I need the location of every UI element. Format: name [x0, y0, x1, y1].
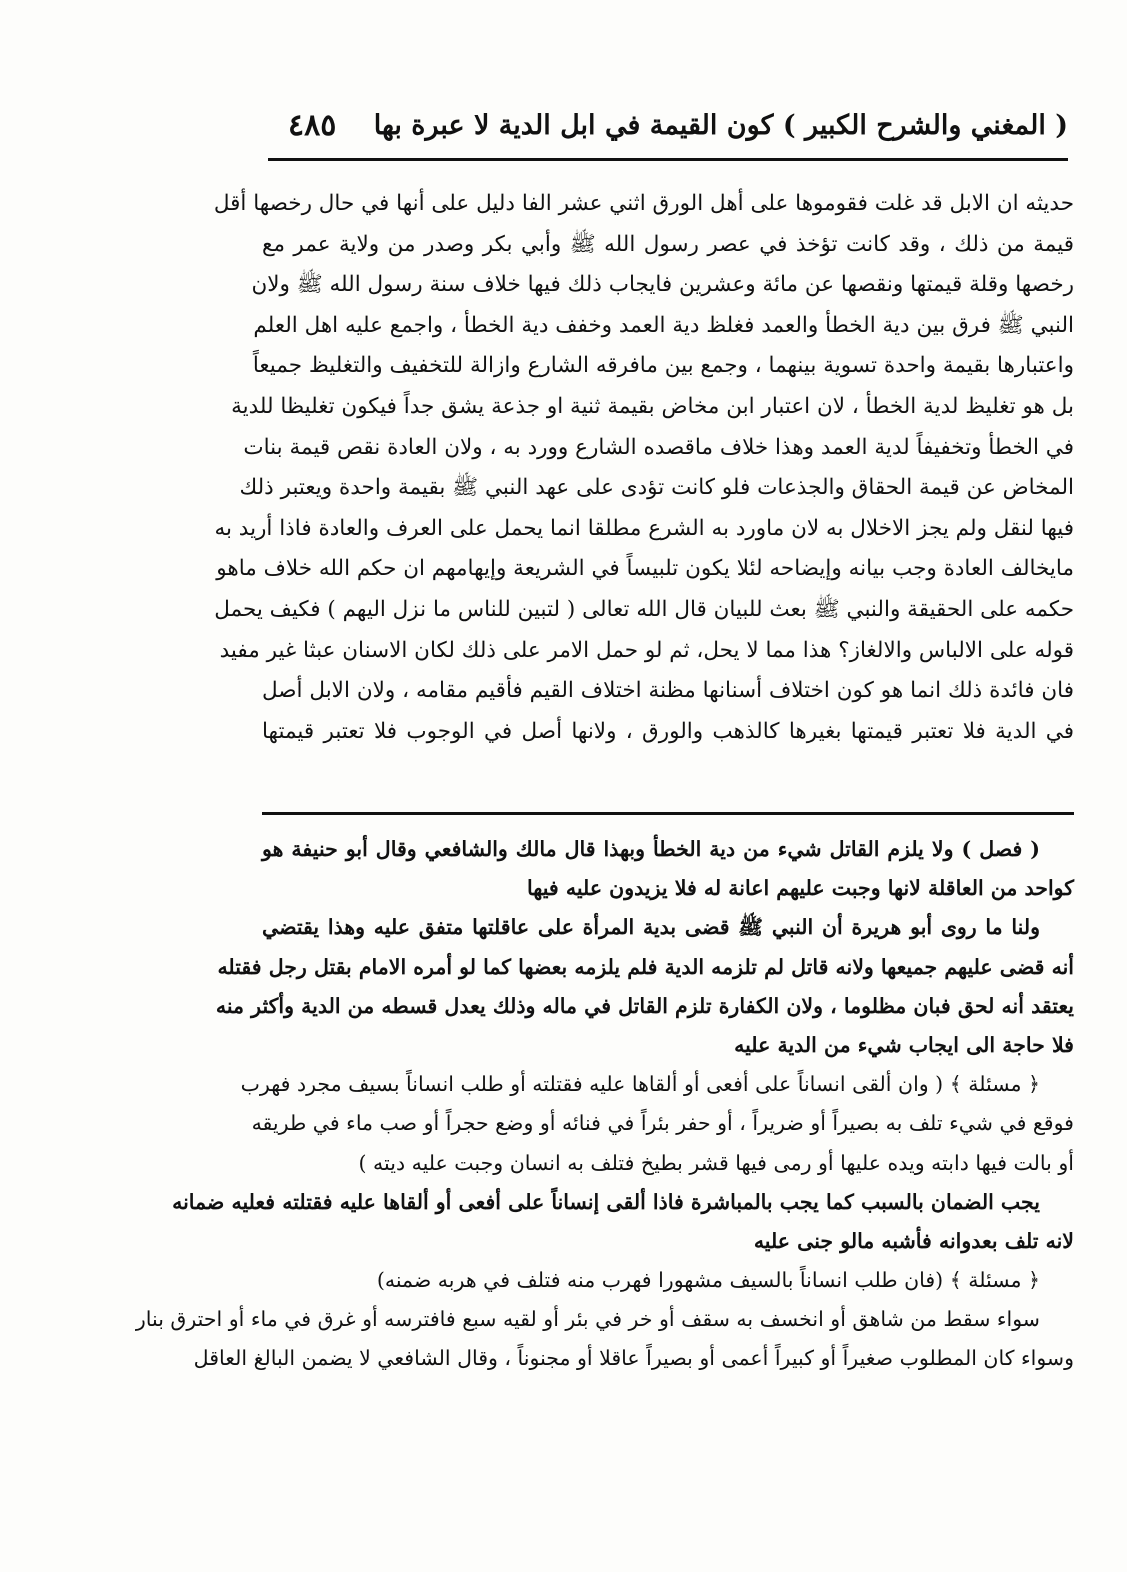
page-header — [268, 108, 1068, 152]
commentary-block — [135, 830, 1074, 1379]
commentary-line: ﴿ مسئلة ﴾ (فان طلب انساناً بالسيف مشهورا فهرب منه فتلف في هربه ضمنه) — [376, 1268, 1040, 1293]
commentary-line: أنه قضى عليهم جميعها ولانه قاتل لم تلزمه الدية فلم يلزمه بعضها كما لو أمره الامام بقتل رجل فقتله — [217, 954, 1074, 979]
section-divider — [262, 812, 1074, 815]
main-text-line: بل هو تغليظ لدية الخطأ ، لان اعتبار ابن مخاض بقيمة ثنية او جذعة يشق جداً فيكون تغليظا للدية — [231, 393, 1074, 419]
commentary-line: لانه تلف بعدوانه فأشبه مالو جنى عليه — [753, 1228, 1074, 1253]
main-text-line: فيها لنقل ولم يجز الاخلال به لان ماورد به الشرع مطلقا انما يحمل على العرف والعادة فاذا أريد به — [214, 515, 1074, 541]
commentary-line: ( فصل ) ولا يلزم القاتل شيء من دية الخطأ وبهذا قال مالك والشافعي وقال أبو حنيفة هو — [262, 837, 1040, 861]
main-text-line: في الخطأ وتخفيفاً لدية العمد وهذا خلاف ماقصده الشارع وورد به ، ولان العادة نقص قيمة بنات — [243, 434, 1074, 460]
main-text-line: حديثه ان الابل قد غلت فقوموها على أهل الورق اثني عشر الفا دليل على أنها في حال رخصها أقل — [213, 191, 1074, 216]
main-text-line: قيمة من ذلك ، وقد كانت تؤخذ في عصر رسول الله ﷺ وأبي بكر وصدر من ولاية عمر مع — [262, 231, 1074, 257]
main-text-line: فان فائدة ذلك انما هو كون اختلاف أسنانها مظنة اختلاف القيم فأقيم مقامه ، ولان الابل أصل — [262, 678, 1074, 704]
main-text-line: حكمه على الحقيقة والنبي ﷺ بعث للبيان قال الله تعالى ( لتبين للناس ما نزل اليهم ) فكيف يحمل — [214, 596, 1074, 622]
main-text-line: مايخالف العادة وجب بيانه وإيضاحه لئلا يكون تلبيساً في الشريعة وإيهامهم ان حكم الله خلاف ماهو — [216, 556, 1074, 582]
commentary-line: وسواء كان المطلوب صغيراً أو كبيراً أعمى أو بصيراً عاقلا أو مجنوناً ، وقال الشافعي لا يضمن البالغ العاقل — [193, 1346, 1074, 1371]
header-rule — [268, 158, 1068, 161]
commentary-line: سواء سقط من شاهق أو انخسف به سقف أو خر في بئر أو لقيه سبع فافترسه أو غرق في ماء أو احترق بنار — [135, 1307, 1040, 1332]
main-text-line: المخاض عن قيمة الحقاق والجذعات فلو كانت تؤدى على عهد النبي ﷺ بقيمة واحدة ويعتبر ذلك — [239, 475, 1074, 501]
commentary-line: ﴿ مسئلة ﴾ ( وان ألقى انساناً على أفعى أو ألقاها عليه فقتلته أو طلب انساناً بسيف مجرد فهرب — [240, 1072, 1040, 1097]
commentary-line: فوقع في شيء تلف به بصيراً أو ضريراً ، أو حفر بئراً في فنائه أو وضع حجراً أو صب ماء في طريقه — [251, 1111, 1074, 1136]
main-text-block — [213, 184, 1074, 752]
running-title: ( المغني والشرح الكبير ) كون القيمة في ابل الدية لا عبرة بها — [373, 110, 1068, 141]
commentary-line: يعتقد أنه لحق فبان مظلوما ، ولان الكفارة تلزم القاتل في ماله وذلك يعدل قسطه من الدية وأكثر منه — [215, 993, 1074, 1018]
page-number: ٤٨٥ — [288, 108, 337, 143]
commentary-line: كواحد من العاقلة لانها وجبت عليهم اعانة له فلا يزيدون عليه فيها — [527, 876, 1074, 901]
commentary-line: فلا حاجة الى ايجاب شيء من الدية عليه — [734, 1032, 1074, 1057]
commentary-line: يجب الضمان بالسبب كما يجب بالمباشرة فاذا ألقى إنساناً على أفعى أو ألقاها عليه فقتلته فعليه ضمانه — [172, 1189, 1040, 1214]
main-text-line: رخصها وقلة قيمتها ونقصها عن مائة وعشرين فايجاب ذلك فيها خلاف سنة رسول الله ﷺ ولان — [251, 272, 1074, 298]
main-text-line: قوله على الالباس والالغاز؟ هذا مما لا يحل، ثم لو حمل الامر على ذلك لكان الاسنان عبثا غير مفيد — [219, 637, 1074, 663]
commentary-line: ولنا ما روى أبو هريرة أن النبي ﷺ قضى بدية المرأة على عاقلتها متفق عليه وهذا يقتضي — [262, 915, 1040, 940]
commentary-line: أو بالت فيها دابته ويده عليها أو رمى فيها قشر بطيخ فتلف به انسان وجبت عليه ديته ) — [358, 1150, 1074, 1175]
main-text-line: واعتبارها بقيمة واحدة تسوية بينهما ، وجمع بين مافرقه الشارع وازالة للتخفيف والتغليظ جميعاً — [252, 353, 1074, 379]
main-text-line: في الدية فلا تعتبر قيمتها بغيرها كالذهب والورق ، ولانها أصل في الوجوب فلا تعتبر قيمتها — [262, 718, 1074, 744]
main-text-line: النبي ﷺ فرق بين دية الخطأ والعمد فغلظ دية العمد وخفف دية الخطأ ، واجمع عليه اهل العلم — [253, 312, 1074, 338]
